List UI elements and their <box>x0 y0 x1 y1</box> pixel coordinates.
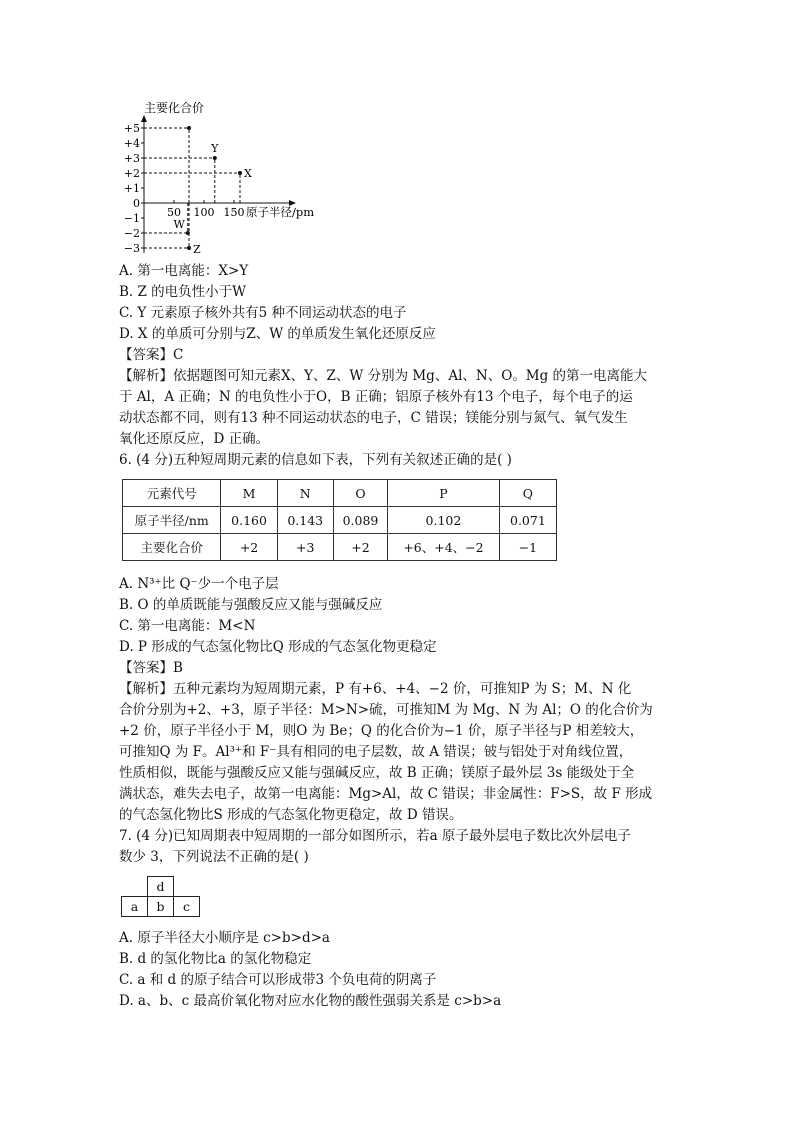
q6-analysis-3: +2 价，原子半径小于 M，则O 为 Be；Q 的化合价为−1 价，原子半径与P 相差较大， <box>119 723 644 739</box>
q6-option-b: B. O 的单质既能与强酸反应又能与强碱反应 <box>119 597 383 613</box>
point-label: W <box>173 218 185 231</box>
table-cell: 0.160 <box>221 507 277 534</box>
table-cell: 0.089 <box>333 507 387 534</box>
q7-stem-2: 数少 3，下列说法不正确的是( ) <box>119 849 309 865</box>
table-cell: +3 <box>277 534 333 561</box>
q7-option-b: B. d 的氢化物比a 的氢化物稳定 <box>119 951 312 967</box>
table-cell: −1 <box>499 534 556 561</box>
q5-option-b: B. Z 的电负性小于W <box>119 284 247 300</box>
q7-option-c: C. a 和 d 的原子结合可以形成带3 个负电荷的阴离子 <box>119 972 437 988</box>
q6-analysis-7: 的气态氢化物比S 形成的气态氢化物更稳定，故 D 错误。 <box>119 807 463 823</box>
q5-analysis-3: 动状态都不同，则有13 种不同运动状态的电子，C 错误；镁能分别与氮气、氧气发生 <box>119 410 628 426</box>
y-tick-label: +5 <box>123 122 140 135</box>
table-header-cell: O <box>333 480 387 507</box>
table-cell: 0.102 <box>388 507 500 534</box>
table-cell: 主要化合价 <box>123 534 221 561</box>
q7-stem-1: 7. (4 分)已知周期表中短周期的一部分如图所示，若a 原子最外层电子数比次外层电子 <box>119 828 631 844</box>
cell-d: d <box>147 876 174 897</box>
y-tick-label: +1 <box>123 182 140 195</box>
point-label: Y <box>211 142 219 155</box>
q7-option-a: A. 原子半径大小顺序是 c>b>d>a <box>119 930 330 946</box>
q6-analysis-2: 合价分别为+2、+3，原子半径：M>N>硫，可推知M 为 Mg、N 为 Al；O 的化合价为 <box>119 702 653 718</box>
y-tick-label: −1 <box>123 212 140 225</box>
q7-option-d: D. a、b、c 最高价氧化物对应水化物的酸性强弱关系是 c>b>a <box>119 993 502 1009</box>
table-row <box>123 507 557 534</box>
q5-option-a: A. 第一电离能：X>Y <box>119 263 249 279</box>
table-cell: +2 <box>333 534 387 561</box>
graph-xlabel: 原子半径/pm <box>246 205 315 219</box>
data-point <box>238 171 242 175</box>
q5-analysis-4: 氧化还原反应，D 正确。 <box>119 431 270 447</box>
point-label: Z <box>193 243 201 256</box>
q6-analysis-6: 满状态，难失去电子，故第一电离能：Mg>Al，故 C 错误；非金属性：F>S，故 F 形成 <box>119 786 653 802</box>
q7-options <box>119 928 501 1012</box>
table-header-cell: 元素代号 <box>123 480 221 507</box>
cell-a: a <box>121 896 148 917</box>
element-info-table <box>122 479 557 561</box>
q5-analysis-2: 于 Al，A 正确；N 的电负性小于O，B 正确；铝原子核外有13 个电子，每个电子的运 <box>119 389 633 405</box>
q5-options <box>119 261 647 450</box>
q5-option-d: D. X 的单质可分别与Z、W 的单质发生氧化还原反应 <box>119 326 436 342</box>
table-cell: +2 <box>221 534 277 561</box>
table-cell: +6、+4、−2 <box>388 534 500 561</box>
graph-ylabel: 主要化合价 <box>144 101 205 115</box>
data-point <box>187 246 191 250</box>
y-tick-label: +3 <box>123 152 140 165</box>
cell-c: c <box>173 896 200 917</box>
y-tick-label: +4 <box>123 137 140 150</box>
table-cell: 0.071 <box>499 507 556 534</box>
table-header-cell: N <box>277 480 333 507</box>
q6-answer: 【答案】B <box>119 660 183 676</box>
table-cell: 0.143 <box>277 507 333 534</box>
table-header-cell: P <box>388 480 500 507</box>
point-label: X <box>244 167 252 180</box>
data-point <box>213 156 217 160</box>
y-tick-label: +2 <box>123 167 140 180</box>
q6-analysis-4: 可推知Q 为 F。Al³⁺和 F⁻具有相同的电子层数，故 A 错误；铍与铝处于对角线位置， <box>119 744 633 760</box>
q6-stem: 6. (4 分)五种短周期元素的信息如下表，下列有关叙述正确的是( ) <box>119 452 512 468</box>
data-point <box>187 126 191 130</box>
x-tick-label: 150 <box>223 206 245 219</box>
y-tick-label: 0 <box>133 197 140 210</box>
table-row <box>123 534 557 561</box>
q5-answer: 【答案】C <box>119 347 184 363</box>
y-tick-label: −2 <box>123 227 140 240</box>
q6-options <box>119 574 653 868</box>
x-tick-label: 100 <box>193 206 215 219</box>
q5-option-c: C. Y 元素原子核外共有5 种不同运动状态的电子 <box>119 305 407 321</box>
q5-analysis-1: 【解析】依据题图可知元素X、Y、Z、W 分别为 Mg、Al、N、O。Mg 的第一电离能大 <box>119 368 648 384</box>
q6-option-a: A. N³⁺比 Q⁻少一个电子层 <box>119 576 279 592</box>
y-axis-arrow <box>141 115 147 122</box>
cell-b: b <box>147 896 174 917</box>
table-row <box>123 480 557 507</box>
q6-option-d: D. P 形成的气态氢化物比Q 形成的气态氢化物更稳定 <box>119 639 437 655</box>
table-header-cell: Q <box>499 480 556 507</box>
table-header-cell: M <box>221 480 277 507</box>
q6-analysis-5: 性质相似，既能与强酸反应又能与强碱反应，故 B 正确；镁原子最外层 3s 能级处于全 <box>119 765 635 781</box>
x-tick-label: 50 <box>167 206 181 219</box>
y-tick-label: −3 <box>123 242 140 255</box>
table-cell: 原子半径/nm <box>123 507 221 534</box>
q6-analysis-1: 【解析】五种元素均为短周期元素，P 有+6、+4、−2 价，可推知P 为 S；M、N 化 <box>119 681 632 697</box>
q6-option-c: C. 第一电离能：M<N <box>119 618 256 634</box>
